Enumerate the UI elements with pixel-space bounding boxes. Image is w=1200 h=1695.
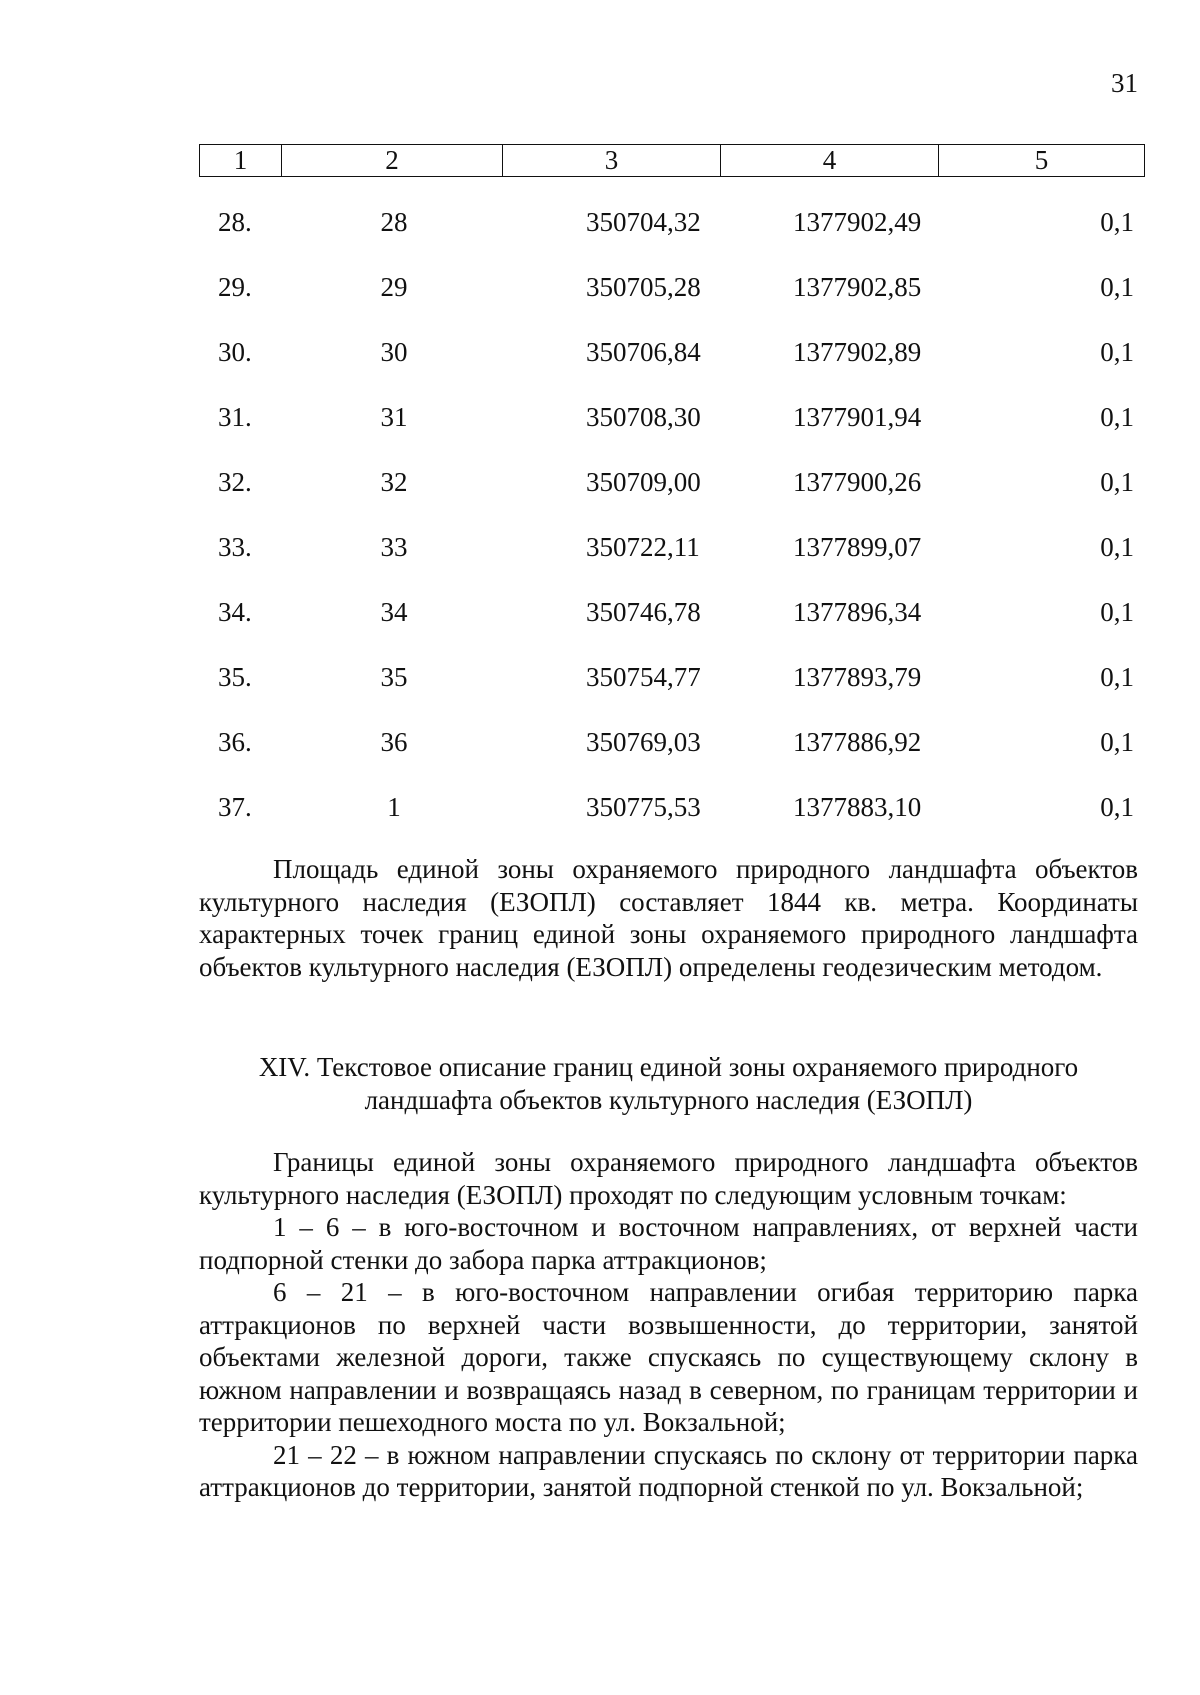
boundary-paragraph-6-21: 6 – 21 – в юго-восточном направлении огибая территорию парка аттракционов по верхней части возвышенности, до территории, занятой объектами железной дороги, также спускаясь по существующему склону в южном направлении и возвращаясь назад в северном, по границам территории и территории пешеходного моста по ул. Вокзальной; [199,1277,1138,1437]
accuracy: 0,1 [1100,337,1134,367]
accuracy: 0,1 [1100,792,1134,822]
point-number: 1 [387,792,401,822]
coordinate-y: 1377902,89 [793,337,922,367]
point-number: 35 [380,662,408,692]
point-number: 29 [380,272,408,302]
coordinate-x: 350746,78 [586,597,701,627]
coordinate-y: 1377899,07 [793,532,922,562]
boundary-paragraph-21-22: 21 – 22 – в южном направлении спускаясь по склону от территории парка аттракционов до территории, занятой подпорной стенкой по ул. Вокзальной; [199,1439,1138,1502]
point-number: 32 [380,467,408,497]
coordinate-x: 350704,32 [586,207,701,237]
accuracy: 0,1 [1100,402,1134,432]
page-number: 31 [1111,68,1138,98]
area-paragraph-block [199,853,1138,983]
coordinate-x: 350754,77 [586,662,701,692]
point-number: 31 [380,402,408,432]
table-row [199,710,1144,775]
row-index: 33. [218,532,252,562]
row-index: 35. [218,662,252,692]
column-header-3: 3 [503,145,721,177]
coordinate-x: 350769,03 [586,727,701,757]
row-index: 29. [218,272,252,302]
coordinates-table-body [199,190,1144,840]
table-row [199,320,1144,385]
column-header-2: 2 [282,145,503,177]
point-number: 36 [380,727,408,757]
point-number: 30 [380,337,408,367]
section-heading-line-2: ландшафта объектов культурного наследия (ЕЗОПЛ) [364,1085,973,1115]
accuracy: 0,1 [1100,727,1134,757]
table-row [199,385,1144,450]
point-number: 34 [380,597,408,627]
coordinate-y: 1377883,10 [793,792,922,822]
coordinate-x: 350775,53 [586,792,701,822]
boundary-paragraph-1-6: 1 – 6 – в юго-восточном и восточном направлениях, от верхней части подпорной стенки до забора парка аттракционов; [199,1212,1138,1275]
table-row [199,515,1144,580]
section-heading-line-1: XIV. Текстовое описание границ единой зоны охраняемого природного [258,1052,1079,1082]
row-index: 37. [218,792,252,822]
column-header-1: 1 [200,145,282,177]
coordinate-y: 1377902,85 [793,272,922,302]
area-paragraph: Площадь единой зоны охраняемого природного ландшафта объектов культурного наследия (ЕЗОПЛ) составляет 1844 кв. метра. Координаты характерных точек границ единой зоны охраняемого природного ландшафта объектов культурного наследия (ЕЗОПЛ) определены геодезическим методом. [199,854,1138,982]
coordinate-x: 350708,30 [586,402,701,432]
table-row [199,645,1144,710]
coordinate-x: 350706,84 [586,337,701,367]
section-heading [199,1051,1138,1117]
row-index: 31. [218,402,252,432]
table-row [199,775,1144,840]
accuracy: 0,1 [1100,597,1134,627]
coordinate-y: 1377902,49 [793,207,922,237]
accuracy: 0,1 [1100,662,1134,692]
coordinate-y: 1377896,34 [793,597,922,627]
boundary-description [199,1146,1138,1504]
coordinate-x: 350705,28 [586,272,701,302]
row-index: 36. [218,727,252,757]
accuracy: 0,1 [1100,532,1134,562]
column-header-5: 5 [939,145,1145,177]
accuracy: 0,1 [1100,272,1134,302]
table-header [199,144,1145,177]
coordinate-y: 1377901,94 [793,402,922,432]
coordinate-y: 1377886,92 [793,727,922,757]
boundary-paragraph-intro: Границы единой зоны охраняемого природного ландшафта объектов культурного наследия (ЕЗОПЛ) проходят по следующим условным точкам: [199,1147,1138,1210]
coordinate-x: 350709,00 [586,467,701,497]
row-index: 32. [218,467,252,497]
table-row [199,190,1144,255]
table-row [199,580,1144,645]
table-row [199,255,1144,320]
row-index: 30. [218,337,252,367]
accuracy: 0,1 [1100,467,1134,497]
table-row [199,450,1144,515]
coordinate-y: 1377893,79 [793,662,922,692]
row-index: 28. [218,207,252,237]
coordinate-x: 350722,11 [586,532,700,562]
column-header-4: 4 [721,145,939,177]
row-index: 34. [218,597,252,627]
coordinate-y: 1377900,26 [793,467,922,497]
point-number: 33 [380,532,408,562]
accuracy: 0,1 [1100,207,1134,237]
point-number: 28 [380,207,408,237]
